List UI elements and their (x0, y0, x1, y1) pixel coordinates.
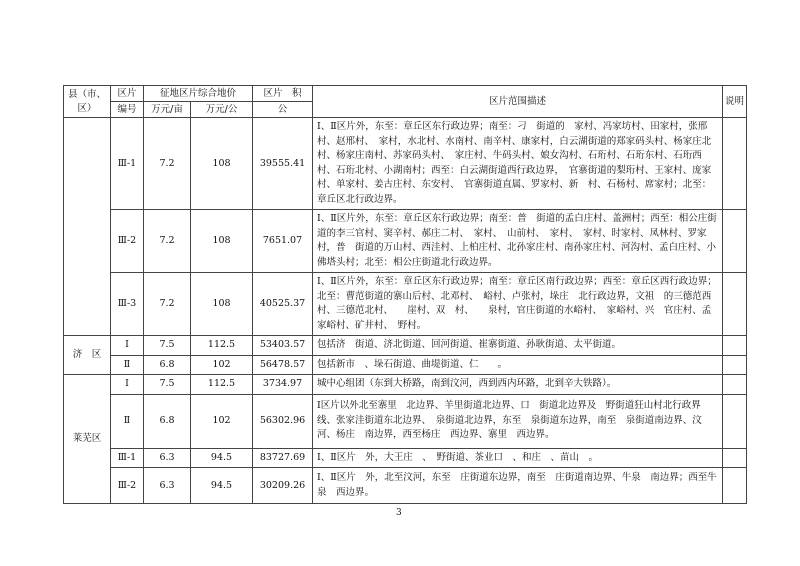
zone-cell: Ⅲ-2 (111, 468, 144, 504)
desc-cell: Ⅰ、Ⅱ区片 外，大王庄 、 野街道、茶业口 、和庄 、苗山 。 (313, 448, 723, 468)
area-cell: 56302.96 (253, 394, 313, 448)
area-cell: 30209.26 (253, 468, 313, 504)
header-price-mu: 万元/亩 (144, 102, 191, 118)
table-row (64, 375, 747, 395)
area-cell: 7651.07 (253, 210, 313, 273)
county-cell: 济 区 (64, 336, 111, 375)
zone-cell: Ⅰ (111, 336, 144, 356)
header-zone-no: 区片 (111, 86, 144, 102)
header-desc: 区片范围描述 (313, 86, 723, 118)
zone-cell: Ⅲ-3 (111, 273, 144, 336)
price-gong-cell: 112.5 (191, 375, 253, 395)
area-cell: 40525.37 (253, 273, 313, 336)
table-row (64, 468, 747, 504)
land-price-table (63, 85, 747, 504)
price-gong-cell: 108 (191, 210, 253, 273)
area-cell: 39555.41 (253, 118, 313, 210)
price-gong-cell: 102 (191, 355, 253, 375)
note-cell (723, 468, 747, 504)
zone-cell: Ⅱ (111, 394, 144, 448)
note-cell (723, 210, 747, 273)
area-cell: 3734.97 (253, 375, 313, 395)
note-cell (723, 394, 747, 448)
price-gong-cell: 94.5 (191, 448, 253, 468)
desc-cell: 包括新市 、垛石街道、曲堤街道、仁 。 (313, 355, 723, 375)
table-row (64, 273, 747, 336)
price-gong-cell: 108 (191, 273, 253, 336)
table-row (64, 355, 747, 375)
note-cell (723, 375, 747, 395)
price-mu-cell: 7.5 (144, 375, 191, 395)
note-cell (723, 118, 747, 210)
desc-cell: Ⅰ、Ⅱ区片外，东至：章丘区东行政边界；南至：刁 街道的 家村、冯家坊村、田家村，张邢村、赵邢村、 家村，水北村、水南村、南辛村、康家村，白云湖街道的郑家码头村、杨家庄北村、杨家庄南村、苏家码头村、 家庄村、牛码头村、娘女沟村、石珩村、石珩东村、石珩西村、石珩北村、小湖南村；西至：白云湖街道西行政边界， 官寨街道的梨珩村、王家村、庞家村、单家村、姜古庄村、东安村、 官寨街道直属、罗家村、新 村、石杨村、席家村；北至：章丘区北行政边界。 (313, 118, 723, 210)
desc-cell: Ⅰ、Ⅱ区片外，东至：章丘区东行政边界；南至：普 街道的孟白庄村、盖洲村；西至：相公庄街道的李三官村、窦辛村、郝庄二村、 家村、 山前村、 家村、 家村、时家村、凤林村、罗家村，普 街道的万山村、西洼村、上柏庄村、北孙家庄村、南孙家庄村、河沟村、孟白庄村、小佛塔头村；北至：相公庄街道北行政边界。 (313, 210, 723, 273)
zone-cell: Ⅱ (111, 355, 144, 375)
header-area-2: 公 (253, 102, 313, 118)
header-note: 说明 (723, 86, 747, 118)
price-mu-cell: 7.5 (144, 336, 191, 356)
zone-cell: Ⅲ-1 (111, 118, 144, 210)
table-row (64, 336, 747, 356)
price-mu-cell: 6.3 (144, 448, 191, 468)
area-cell: 83727.69 (253, 448, 313, 468)
header-county: 县（市、区） (64, 86, 111, 118)
zone-cell: Ⅲ-1 (111, 448, 144, 468)
price-gong-cell: 108 (191, 118, 253, 210)
note-cell (723, 273, 747, 336)
note-cell (723, 448, 747, 468)
price-mu-cell: 7.2 (144, 210, 191, 273)
price-mu-cell: 6.8 (144, 394, 191, 448)
price-gong-cell: 94.5 (191, 468, 253, 504)
price-gong-cell: 112.5 (191, 336, 253, 356)
county-cell (64, 118, 111, 336)
desc-cell: 城中心组团（东到大桥路，南到汶河，西到西内环路，北到辛大铁路）。 (313, 375, 723, 395)
area-cell: 56478.57 (253, 355, 313, 375)
note-cell (723, 336, 747, 356)
desc-cell: 包括济 街道、济北街道、回河街道、崔寨街道、孙耿街道、太平街道。 (313, 336, 723, 356)
note-cell (723, 355, 747, 375)
price-mu-cell: 6.8 (144, 355, 191, 375)
desc-cell: Ⅰ、Ⅱ区片外，东至：章丘区东行政边界；南至：章丘区南行政边界；西至：章丘区西行政边界；北至：曹范街道的寨山后村、北邓村、 峪村、卢张村，垛庄 北行政边界，文祖 的三德范西村、三德范北村、 崖村、双 村、 泉村，官庄街道的水峪村、 家峪村、兴 官庄村、孟家峪村、矿井村、 野村。 (313, 273, 723, 336)
table-row (64, 394, 747, 448)
zone-cell: Ⅲ-2 (111, 210, 144, 273)
price-mu-cell: 6.3 (144, 468, 191, 504)
price-mu-cell: 7.2 (144, 273, 191, 336)
zone-cell: Ⅰ (111, 375, 144, 395)
header-zone-no-2: 编号 (111, 102, 144, 118)
page-number: 3 (396, 508, 402, 518)
desc-cell: Ⅰ区片以外北至寨里 北边界、羊里街道北边界、口 街道北边界及 野街道狂山村北行政界线、张家洼街道东北边界、 泉街道北边界，东至 泉街道东边界，南至 泉街道南边界、汶河、杨庄 南边界，西至杨庄 西边界、寨里 西边界。 (313, 394, 723, 448)
area-cell: 53403.57 (253, 336, 313, 356)
table-row (64, 448, 747, 468)
price-mu-cell: 7.2 (144, 118, 191, 210)
county-cell: 莱芜区 (64, 375, 111, 504)
table-row (64, 118, 747, 210)
table-row (64, 210, 747, 273)
header-area: 区片 积 (253, 86, 313, 102)
header-price-gong: 万元/公 (191, 102, 253, 118)
desc-cell: Ⅰ、Ⅱ区片 外，北至汶河，东至 庄街道东边界，南至 庄街道南边界、牛泉 南边界；西至牛泉 西边界。 (313, 468, 723, 504)
header-price-group: 征地区片综合地价 (144, 86, 253, 102)
price-gong-cell: 102 (191, 394, 253, 448)
